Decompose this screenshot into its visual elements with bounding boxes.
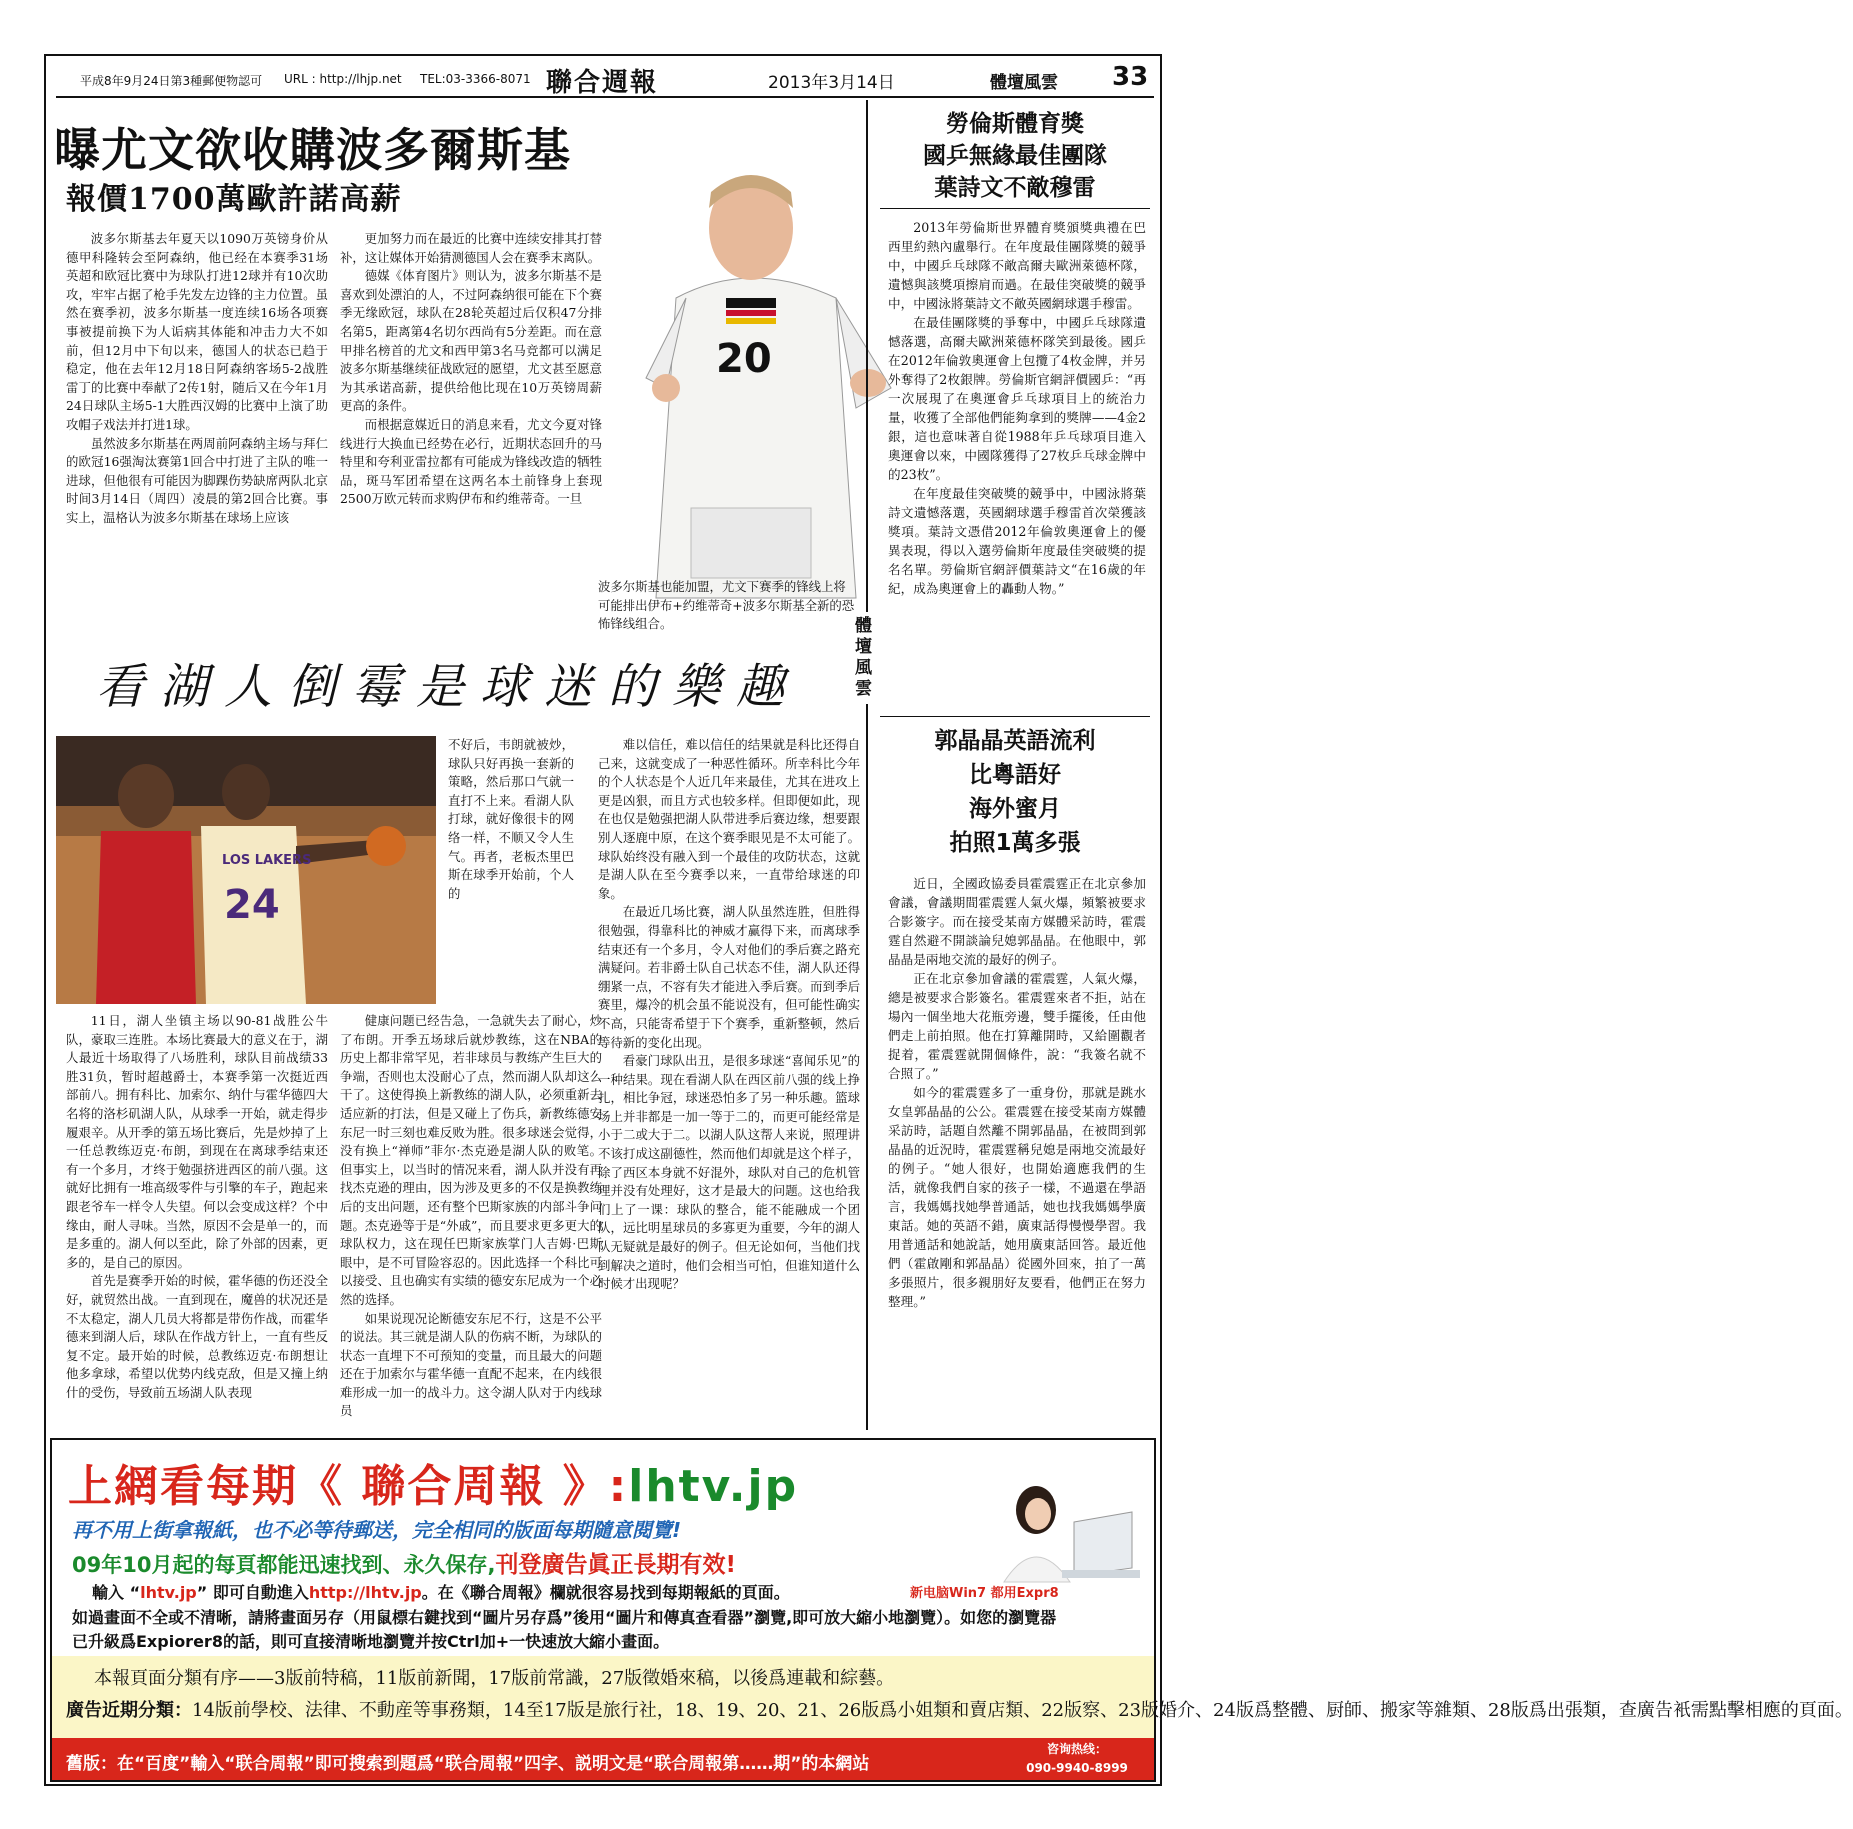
ad-line-3 [72, 1546, 736, 1579]
ad-line-3-prefix: 09年10月起的每頁都能迅速找到、永久保存, [72, 1553, 496, 1577]
issue-date: 2013年3月14日 [768, 73, 895, 93]
sidebar-story2-headline [880, 724, 1150, 860]
sidebar-story1-headline [880, 108, 1150, 204]
sidebar-story1-para: 在最佳團隊獎的爭奪中，中國乒乓球隊遺憾落選，高爾夫歐洲萊德杯隊笑到最後。國乒在2012年倫敦奧運會上包攬了4枚金牌，并另外奪得了2枚銀牌。勞倫斯官網評價國乒：“再一次展現了在奧運會乒乓球項目上的統治力量，收獲了全部他們能夠拿到的獎牌——4金2銀，這也意味著自從1988年乒乓球項目進入奧運會以來，中國隊獲得了27枚乒乓球金牌中的23枚”。 [888, 315, 1146, 482]
article2-column-3 [598, 736, 860, 1436]
lakers-bulls-photo [56, 736, 436, 1004]
headline-line: 郭晶晶英語流利 [934, 728, 1096, 754]
hotline-number: 090-9940-8999 [1026, 1761, 1128, 1775]
newspaper-page [44, 54, 1853, 1786]
article1-column-2 [340, 230, 602, 622]
divider [880, 716, 1150, 717]
article2-col1-para: 首先是赛季开始的时候，霍华德的伤还没全好，就贸然出战。一直到现在，魔兽的状况还是不太稳定，湖人几员大将都是带伤作战，而霍华德来到湖人后，球队在作战方针上，一直有些反复不定。最开始的时候，总教练迈克·布朗想让他多拿球，希望以优势内线克敌，但是又撞上纳什的受伤，导致前五场湖人队表现 [66, 1273, 328, 1400]
jersey-number: 24 [224, 882, 280, 928]
ad-text: 輸入 “ [92, 1583, 141, 1602]
article2-col3-para: 看豪门球队出丑，是很多球迷“喜闻乐见”的一种结果。现在看湖人队在西区前八强的线上挣扎，相比争冠，球迷恐怕多了另一种乐趣。篮球场上并非都是一加一等于二的，而更可能经常是小于二或大于二。以湖人队这帮人来说，照理讲不该打成这副德性，然而他们却就是这个样子，除了西区本身就不好混外，球队对自己的危机管理并没有处理好，这才是最大的问题。这也给我们上了一课：球队的整合，能不能融成一个团队，远比明星球员的多寡更为重要，今年的湖人队无疑就是最好的例子。但无论如何，当他们找到解决之道时，他们会相当可怕，但谁知道什么时候才出现呢？ [598, 1053, 860, 1292]
header-url[interactable]: URL : http://lhjp.net [284, 72, 402, 86]
jersey-team-label: LOS LAKERS [222, 853, 312, 868]
page-number: 33 [1112, 62, 1149, 92]
article1-col1-para: 波多尔斯基去年夏天以1090万英镑身价从德甲科隆转会至阿森纳，他已经在本赛季31场英超和欧冠比赛中为球队打进12球并有10次助攻，牢牢占据了枪手先发左边锋的主力位置。虽然在赛季初，波多尔斯基一度连续16场各项赛事被提前换下为人诟病其体能和冲击力大不如前，但12月中下旬以来，德国人的状态已趋于稳定，他在去年12月18日阿森纳客场5-2战胜雷丁的比赛中奉献了2传1射，随后又在今年1月24日球队主场5-1大胜西汉姆的比赛中上演了助攻帽子戏法并打进1球。 [66, 231, 328, 432]
ad-text: ” 即可自動進入 [196, 1583, 309, 1602]
sidebar-story2-para: 如今的霍震霆多了一重身份，那就是跳水女皇郭晶晶的公公。霍震霆在接受某南方媒體采訪時，話題自然離不開郭晶晶，在被問到郭晶晶的近況時，霍震霆稱兒媳是兩地交流最好的例子。“她人很好，也開始適應我們的生活，就像我們自家的孩子一樣，不過還在學語言，我媽媽找她學普通話，她也找我媽媽學廣東話。她的英語不錯，廣東話得慢慢學習。我用普通話和她說話，她用廣東話回答。最近他們（霍啟剛和郭晶晶）從國外回來，拍了一萬多張照片，很多親朋好友要看，他們正在努力整理。” [888, 1085, 1146, 1309]
ad-category-band [52, 1656, 1853, 1738]
page-header [56, 60, 1154, 98]
article2-col2-para: 健康问题已经告急，一急就失去了耐心，炒了布朗。开季五场球后就炒教练，这在NBA的历史上都非常罕见，若非球员与教练产生巨大的争端，否则也太没耐心了点，然而湖人队却这么干了。这使得换上新教练的湖人队，必须重新去适应新的打法，但是又碰上了伤兵，新教练德安东尼一时三刻也难反败为胜。很多球迷会觉得，没有换上“禅师”菲尔·杰克逊是湖人队的败笔。但事实上，以当时的情况来看，湖人队并没有再找杰克逊的理由，因为涉及更多的不仅是换教练后的支出问题，还有整个巴斯家族的内部斗争问题。杰克逊等于是“外戚”，而且要求更多更大的球队权力，这在现任巴斯家族掌门人吉姆·巴斯眼中，是不可冒险容忍的。因此选择一个科比可以接受、且也确实有实绩的德安东尼成为一个必然的选择。 [340, 1013, 602, 1307]
headline-line: 葉詩文不敵穆雷 [934, 175, 1096, 201]
article2-col1-para: 11日，湖人坐镇主场以90-81战胜公牛队，豪取三连胜。本场比赛最大的意义在于，湖人最近十场取得了八场胜利，球队目前战绩33胜31负，暂时超越爵士，本赛季第一次挺近西部前八。拥有科比、加索尔、纳什与霍华德四大名将的洛杉矶湖人队，从球季一开始，就走得步履艰辛。从开季的第五场比赛后，先是炒掉了上一任总教练迈克·布朗，到现在在离球季结束还有一个多月，才终于勉强挤进西区的前八强。这就好比拥有一堆高级零件与引擎的车子，跑起来跟老爷车一样令人失望。何以会变成这样？个中缘由，耐人寻味。当然，原因不会是单一的，而是多重的。湖人何以至此，除了外部的因素，更多的，是自己的原因。 [66, 1013, 328, 1270]
website-advertisement [50, 1438, 1853, 1782]
podolski-photo [606, 148, 896, 598]
header-tel: TEL:03-3366-8071 [420, 72, 531, 86]
article2-col2-para: 如果说现况论断德安东尼不行，这是不公平的说法。其三就是湖人队的伤病不断，为球队的状态一直埋下不可预知的变量，而且最大的问题还在于加索尔与霍华德一直配不起来，在内线很难形成一加一的战斗力。这令湖人队对于内线球员 [340, 1310, 602, 1419]
ad-site-link[interactable]: lhtv.jp [140, 1583, 197, 1602]
band-line-2 [66, 1696, 1853, 1722]
headline-line: 勞倫斯體育獎 [946, 111, 1084, 137]
article2-col3-para: 难以信任，难以信任的结果就是科比还得自己来，这就变成了一种恶性循环。所幸科比今年的个人状态是个人近几年来最佳，尤其在进攻上更是凶狠，而且方式也较多样。但即便如此，现在也仅是勉强把湖人队带进季后赛边缘，想要跟别人逐鹿中原，在这个赛季眼见是不太可能了。球队始终没有融入到一个最佳的攻防状态，这就是湖人队在至今赛季以来，一直带给球迷的印象。 [598, 737, 860, 901]
article2-col3-para: 在最近几场比赛，湖人队虽然连胜，但胜得很勉强，得靠科比的神威才赢得下来，而离球季结束还有一个多月，令人对他们的季后赛之路充满疑问。若非爵士队自己状态不佳，湖人队还得绷紧一点，不容有失才能进入季后赛。而到季后赛里，爆冷的机会虽不能说没有，但可能性确实不高，只能寄希望于下个赛季，重新整顿，然后等待新的变化出现。 [598, 904, 860, 1050]
article1-photo-caption: 波多尔斯基也能加盟，尤文下赛季的锋线上将可能排出伊布+约维蒂奇+波多尔斯基全新的恐怖锋线组合。 [598, 579, 855, 632]
headline-line: 比粵語好 [969, 762, 1061, 788]
ad-headline [68, 1450, 798, 1514]
section-vertical-label: 體壇風雲 [858, 612, 874, 704]
article1-subhead: 報價1700萬歐許諾高薪 [66, 182, 402, 217]
band-label: 廣告近期分類： [66, 1700, 192, 1721]
article1-column-1 [66, 230, 328, 566]
ad-headline-prefix: 上網看每期《 聯合周報 》: [68, 1461, 629, 1512]
article1-col1-para: 虽然波多尔斯基在两周前阿森纳主场与拜仁的欧冠16强淘汰赛第1回合中打进了主队的唯一进球，但他很有可能因为脚踝伤势缺席两队北京时间3月14日（周四）凌晨的第2回合比赛。事实上，温格认为波多尔斯基在球场上应该 [66, 435, 328, 525]
sidebar-story1-para: 2013年勞倫斯世界體育獎頒獎典禮在巴西里約熱內盧舉行。在年度最佳團隊獎的競爭中，中國乒乓球隊不敵高爾夫歐洲萊德杯隊，遺憾與該獎項擦肩而過。在最佳突破獎的競爭中，中國泳將葉詩文不敵英國網球選手穆雷。 [888, 220, 1146, 311]
ad-text: 。在《聯合周報》欄就很容易找到每期報紙的頁面。 [421, 1583, 790, 1602]
article2-headline: 看湖人倒霉是球迷的樂趣 [96, 659, 801, 715]
ad-site-link[interactable]: lhtv.jp [628, 1461, 799, 1512]
band-line-1: 本報頁面分類有序——3版前特稿，11版前新聞，17版前常識，27版徵婚來稿，以後爲連載和綜藝。 [94, 1668, 895, 1689]
ad-line-3-emphasis: 刊登廣告眞正長期有效! [495, 1552, 736, 1578]
headline-line: 國乒無緣最佳團隊 [923, 143, 1107, 169]
headline-line: 拍照1萬多張 [949, 830, 1081, 856]
article2-column-a [448, 736, 574, 1008]
article1-col2-para: 更加努力而在最近的比赛中连续安排其打替补，这让媒体开始猜测德国人会在赛季末离队。 [340, 231, 602, 265]
sidebar-divider [866, 100, 868, 1430]
section-name: 體壇風雲 [990, 73, 1058, 93]
ad-url-link[interactable]: http://lhtv.jp [308, 1583, 422, 1602]
jersey-number: 20 [716, 336, 772, 382]
sidebar-story1-body [888, 218, 1146, 710]
sidebar-story2-para: 正在北京參加會議的霍震霆，人氣火爆，總是被要求合影簽名。霍震霆來者不拒，站在場內一個坐地大花瓶旁邊，雙手擺後，任由他們走上前拍照。他在打算離開時，又給圍觀者捉着，霍震霆就開個條件，說：“我簽名就不合照了。” [888, 971, 1146, 1081]
sidebar-story1-para: 在年度最佳突破獎的競爭中，中國泳將葉詩文遺憾落選，英國網球選手穆雷首次榮獲該獎項。葉詩文憑借2012年倫敦奧運會上的優異表現，得以入選勞倫斯年度最佳突破獎的提名名單。勞倫斯官網評價葉詩文“在16歲的年紀，成為奧運會上的轟動人物。” [888, 486, 1146, 596]
hotline [1012, 1740, 1142, 1778]
article2-col-a-para: 不好后，韦朗就被炒，球队只好再换一套新的策略，然后那口气就一直打不上来。看湖人队打球，就好像很卡的网络一样，不顺又令人生气。再者，老板杰里巴斯在球季开始前，个人的 [448, 737, 574, 901]
ad-pc-note: 新电脑Win7 都用Expr8 [910, 1586, 1059, 1601]
headline-line: 海外蜜月 [969, 796, 1061, 822]
ad-line-4 [92, 1580, 790, 1603]
article1-headline: 曝尤文欲收購波多爾斯基 [54, 123, 571, 177]
divider [880, 208, 1150, 209]
paper-name: 聯合週報 [546, 68, 659, 98]
hotline-label: 咨询热线： [1046, 1742, 1107, 1756]
article1-col2-para: 而根据意媒近日的消息来看，尤文今夏对锋线进行大换血已经势在必行，近期状态回升的马特里和夸利亚雷拉都有可能成为锋线改造的牺牲品，斑马军团希望在这两名本土前锋身上套现2500万欧元转而求购伊布和约维蒂奇。一旦 [340, 416, 602, 507]
sidebar-story2-para: 近日，全國政協委員霍震霆正在北京參加會議，會議期間霍震霆人氣火爆，頻繁被要求合影簽字。而在接受某南方媒體采訪時，霍震霆自然避不開談論兒媳郭晶晶。在他眼中，郭晶晶是兩地交流的最好的例子。 [888, 876, 1146, 967]
ad-line-5: 如過畫面不全或不清晰，請將畫面另存（用鼠標右鍵找到“圖片另存爲”後用“圖片和傳真查看器”瀏覽,即可放大縮小地瀏覽）。如您的瀏覽器已升級爲Expiorer8的話，則可直接清晰地瀏覽并按Ctrl加+一快速放大縮小畫面。 [72, 1608, 1057, 1651]
registration-notice: 平成8年9月24日第3種郵便物認可 [80, 74, 263, 88]
sidebar-story2-body [888, 874, 1146, 1430]
footer-text: 舊版：在“百度”輸入“联合周報”即可搜索到題爲“联合周報”四字、説明文是“联合周報第……期”的本網站 [66, 1754, 870, 1774]
article2-column-1 [66, 1012, 328, 1436]
article2-column-2 [340, 1012, 602, 1436]
article1-col2-para: 德媒《体育图片》则认为，波多尔斯基不是喜欢到处漂泊的人，不过阿森纳很可能在下个赛季无缘欧冠，球队在28轮英超过后仅积47分排名第5，距离第4名切尔西尚有5分差距。而在意甲排名榜首的尤文和西甲第3名马竞都可以满足波多尔斯基继续征战欧冠的愿望，尤文甚至愿意为其承诺高薪，提供给他比现在10万英镑周薪更高的条件。 [340, 268, 602, 414]
ad-line-2: 再不用上街拿報紙，也不必等待郵送，完全相同的版面每期隨意閱覽! [72, 1518, 682, 1542]
band-text: 14版前學校、法律、不動産等事務類，14至17版是旅行社，18、19、20、21、26版爲小姐類和賣店類、22版察、23版婚介、24版爲整體、厨師、搬家等雜類、28版爲出張類，查廣告衹需點擊相應的頁面。 [192, 1700, 1853, 1721]
ad-woman-laptop-photo [982, 1472, 1142, 1582]
ad-footer [52, 1738, 1154, 1780]
